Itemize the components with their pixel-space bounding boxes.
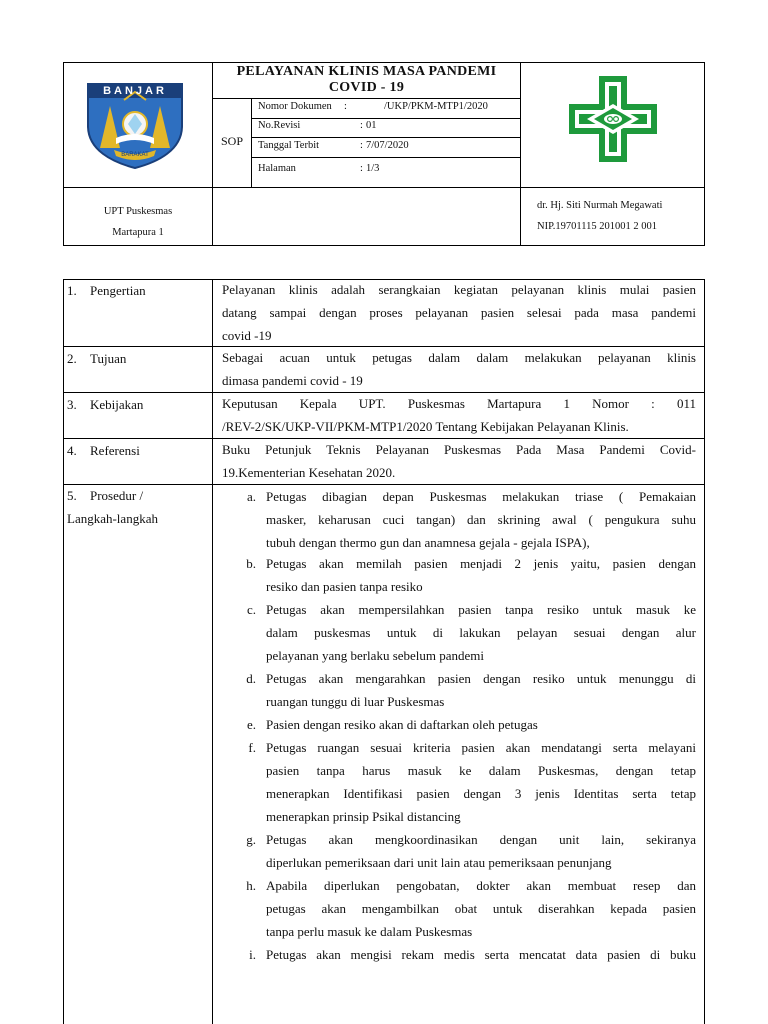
procedure-line: dalam puskesmas untuk di lakukan pelayan sesuai dengan alur (266, 625, 696, 640)
section-content-referensi (222, 438, 696, 484)
puskesmas-logo (567, 74, 659, 164)
content-line: Buku Petunjuk Teknis Pelayanan Puskesmas Pada Masa Pandemi Covid- (222, 442, 696, 457)
procedure-line: Pasien dengan resiko akan di daftarkan oleh petugas (266, 717, 538, 732)
procedure-line: pasien tanpa harus masuk ke dalam Puskesmas, dengan tetap (266, 763, 696, 778)
procedure-line: tubuh dengan thermo gun dan anamnesa gejala - gejala ISPA), (266, 535, 590, 550)
content-line: Pelayanan klinis adalah serangkaian kegiatan pelayanan klinis mulai pasien (222, 282, 696, 297)
header-border-top (63, 62, 705, 63)
procedure-text (266, 736, 696, 828)
banjar-logo (80, 78, 190, 170)
meta-label: Halaman (258, 163, 296, 174)
section-number: 5. (67, 488, 77, 503)
section-content-pengertian (222, 278, 696, 347)
section-label-referensi: Referensi (90, 443, 140, 458)
signer-name: dr. Hj. Siti Nurmah Megawati (537, 200, 663, 211)
header-border-bottom (63, 245, 705, 246)
logo-ribbon-text: BARAKAT (121, 152, 149, 158)
signer-nip: NIP.19701115 201001 2 001 (537, 221, 657, 232)
procedure-line: pelayanan yang berlaku sebelum pandemi (266, 648, 485, 663)
content-line: covid -19 (222, 328, 272, 343)
meta-row-line-3 (251, 157, 520, 158)
header-divider (63, 187, 705, 188)
procedure-line: Petugas dibagian depan Puskesmas melakukan triase ( Pemakaian (266, 489, 696, 504)
meta-row-halaman (258, 161, 518, 180)
procedure-line: Petugas akan mengarahkan pasien dengan resiko untuk menunggu di (266, 671, 696, 686)
logo-banner-text: BANJAR (103, 85, 167, 97)
meta-value: 1/3 (366, 163, 380, 174)
procedure-letter: c. (246, 602, 256, 617)
sop-divider (251, 98, 252, 188)
title-line-2: COVID - 19 (328, 80, 405, 95)
procedure-text (266, 828, 696, 874)
section-label-langkah: Langkah-langkah (67, 511, 158, 526)
content-line: 19.Kementerian Kesehatan 2020. (222, 465, 396, 480)
body-border-left (63, 279, 64, 1024)
content-line: Sebagai acuan untuk petugas dalam dalam melakukan pelayanan klinis (222, 350, 696, 365)
procedure-letter: e. (246, 717, 256, 732)
section-label-tujuan: Tujuan (90, 351, 127, 366)
content-line: Keputusan Kepala UPT. Puskesmas Martapura 1 Nomor : 011 (222, 396, 696, 411)
procedure-letter: f. (248, 740, 256, 755)
procedure-letter: i. (249, 947, 256, 962)
procedure-line: Petugas akan mempersilahkan pasien tanpa resiko untuk masuk ke (266, 602, 696, 617)
procedure-text (266, 943, 696, 966)
section-number: 3. (67, 397, 77, 412)
procedure-list (236, 485, 696, 1024)
procedure-line: resiko dan pasien tanpa resiko (266, 579, 423, 594)
content-line: datang sampai dengan proses pelayanan pasien selesai pada masa pandemi (222, 305, 696, 320)
meta-row-no-revisi (258, 119, 518, 138)
meta-sep: : (360, 120, 363, 131)
section-label-prosedur: Prosedur / (90, 488, 144, 503)
meta-value: /UKP/PKM-MTP1/2020 (384, 101, 488, 112)
procedure-text (266, 598, 696, 667)
procedure-text (266, 552, 696, 598)
meta-row-tanggal-terbit (258, 138, 518, 157)
procedure-line: Petugas akan mengisi rekam medis serta mencatat data pasien di buku (266, 947, 696, 962)
procedure-line: ruangan tunggu di luar Puskesmas (266, 694, 445, 709)
section-content-kebijakan (222, 392, 696, 438)
procedure-letter: a. (246, 489, 256, 504)
procedure-line: Apabila diperlukan pengobatan, dokter akan membuat resep dan (266, 878, 696, 893)
section-number: 1. (67, 283, 77, 298)
procedure-line: menerapkan prinsip Psikal distancing (266, 809, 461, 824)
procedure-line: Petugas ruangan sesuai kriteria pasien akan mendatangi serta melayani (266, 740, 696, 755)
procedure-text (266, 667, 696, 713)
meta-value: 7/07/2020 (366, 140, 409, 151)
procedure-letter: g. (246, 832, 256, 847)
procedure-text (266, 874, 696, 943)
meta-sep: : (360, 163, 363, 174)
procedure-text (266, 713, 696, 736)
content-line: dimasa pandemi covid - 19 (222, 373, 363, 388)
procedure-letter: d. (246, 671, 256, 686)
procedure-line: Petugas akan mengkoordinasikan dengan unit lain, sekiranya (266, 832, 696, 847)
sop-label: SOP (220, 134, 243, 148)
section-content-tujuan (222, 346, 696, 392)
signer-block (537, 195, 703, 237)
procedure-letter: h. (246, 878, 256, 893)
procedure-line: diperlukan pemeriksaan dari unit lain atau pemeriksaan penunjang (266, 855, 612, 870)
section-label-pengertian: Pengertian (90, 283, 146, 298)
section-number: 2. (67, 351, 77, 366)
header-col-divider-2 (520, 62, 521, 246)
section-label-kebijakan: Kebijakan (90, 397, 144, 412)
procedure-line: menerapkan Identifikasi pasien dengan 3 jenis Identitas serta tetap (266, 786, 696, 801)
meta-sep: : (360, 140, 363, 151)
procedure-letter: b. (246, 556, 256, 571)
document-title (213, 64, 520, 96)
org-line-1: UPT Puskesmas (103, 206, 173, 217)
procedure-line: petugas akan mengambilkan obat untuk diserahkan kepada pasien (266, 901, 696, 916)
meta-sep: : (344, 101, 347, 112)
green-cross-icon (567, 74, 659, 164)
section-number: 4. (67, 443, 77, 458)
content-line: /REV-2/SK/UKP-VII/PKM-MTP1/2020 Tentang Kebijakan Pelayanan Klinis. (222, 419, 629, 434)
meta-label: Nomor Dokumen (258, 101, 332, 112)
body-border-right (704, 279, 705, 1024)
meta-label: No.Revisi (258, 120, 301, 131)
organization-name (64, 201, 212, 243)
header-border-right (704, 62, 705, 246)
meta-row-nomor-dokumen (258, 99, 518, 118)
title-line-1: PELAYANAN KLINIS MASA PANDEMI (236, 64, 497, 79)
procedure-text (266, 485, 696, 554)
procedure-line: Petugas akan memilah pasien menjadi 2 jenis yaitu, pasien dengan (266, 556, 696, 571)
procedure-line: masker, keharusan cuci tangan) dan skrining awal ( pengukura suhu (266, 512, 696, 527)
meta-value: 01 (366, 120, 377, 131)
procedure-line: tanpa perlu masuk ke dalam Puskesmas (266, 924, 473, 939)
body-col-divider (212, 279, 213, 1024)
meta-label: Tanggal Terbit (258, 140, 320, 151)
org-line-2: Martapura 1 (112, 227, 164, 238)
